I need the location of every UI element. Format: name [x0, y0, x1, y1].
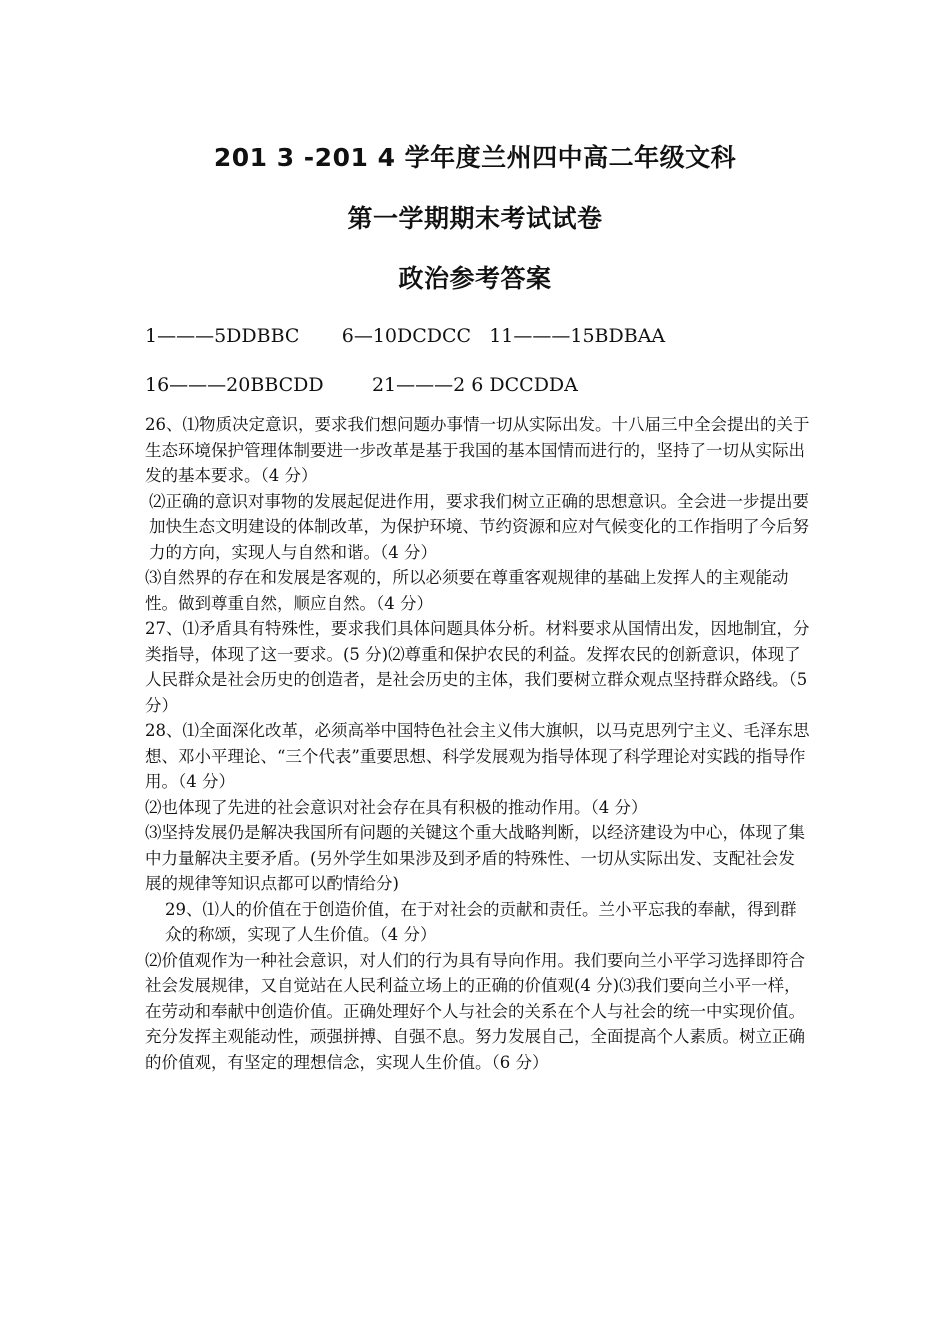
title-school-year: 201 3 -201 4 学年度兰州四中高二年级文科	[213, 143, 737, 172]
title-subject-answers: 政治参考答案	[398, 264, 552, 293]
answer-body	[145, 412, 810, 1075]
choice-answers-line-2: 16———20BBCDD 21———2 6 DCCDDA	[145, 374, 578, 396]
title-exam-name: 第一学期期末考试试卷	[347, 204, 603, 233]
answer-26-part-3: ⑶自然界的存在和发展是客观的，所以必须要在尊重客观规律的基础上发挥人的主观能动性。做到尊重自然，顺应自然。（4 分）	[145, 568, 789, 613]
answer-26-part-1: 26、⑴物质决定意识，要求我们想问题办事情一切从实际出发。十八届三中全会提出的关于生态环境保护管理体制要进一步改革是基于我国的基本国情而进行的，坚持了一切从实际出发的基本要求。（4 分）	[145, 415, 810, 485]
answer-29-part-2: ⑵价值观作为一种社会意识，对人们的行为具有导向作用。我们要向兰小平学习选择即符合社会发展规律，又自觉站在人民利益立场上的正确的价值观(4 分)⑶我们要向兰小平一样，在劳动和奉献中创造价值。正确处理好个人与社会的关系在个人与社会的统一中实现价值。充分发挥主观能动性，顽强拼搏、自强不息。努力发展自己，全面提高个人素质。树立正确的价值观，有坚定的理想信念，实现人生价值。（6 分）	[145, 950, 805, 1072]
answer-27: 27、⑴矛盾具有特殊性，要求我们具体问题具体分析。材料要求从国情出发，因地制宜，分类指导，体现了这一要求。(5 分)⑵尊重和保护农民的利益。发挥农民的创新意识，体现了人民群众是社会历史的创造者，是社会历史的主体，我们要树立群众观点坚持群众路线。（5 分）	[145, 619, 810, 715]
answer-28-part-2: ⑵也体现了先进的社会意识对社会存在具有积极的推动作用。（4 分）	[145, 797, 648, 817]
answer-28-part-3: ⑶坚持发展仍是解决我国所有问题的关键这个重大战略判断，以经济建设为中心，体现了集中力量解决主要矛盾。(另外学生如果涉及到矛盾的特殊性、一切从实际出发、支配社会发展的规律等知识点都可以酌情给分)	[145, 823, 805, 893]
answer-29-part-1: 29、⑴人的价值在于创造价值，在于对社会的贡献和责任。兰小平忘我的奉献，得到群众的称颂，实现了人生价值。（4 分）	[165, 899, 797, 944]
answer-28-part-1: 28、⑴全面深化改革，必须高举中国特色社会主义伟大旗帜，以马克思列宁主义、毛泽东思想、邓小平理论、“三个代表”重要思想、科学发展观为指导体现了科学理论对实践的指导作用。（4 分）	[145, 721, 810, 791]
answer-26-part-2: ⑵正确的意识对事物的发展起促进作用，要求我们树立正确的思想意识。全会进一步提出要加快生态文明建设的体制改革，为保护环境、节约资源和应对气候变化的工作指明了今后努力的方向，实现人与自然和谐。（4 分）	[149, 491, 809, 562]
choice-answers-line-1: 1———5DDBBC 6—10DCDCC 11———15BDBAA	[145, 325, 666, 347]
